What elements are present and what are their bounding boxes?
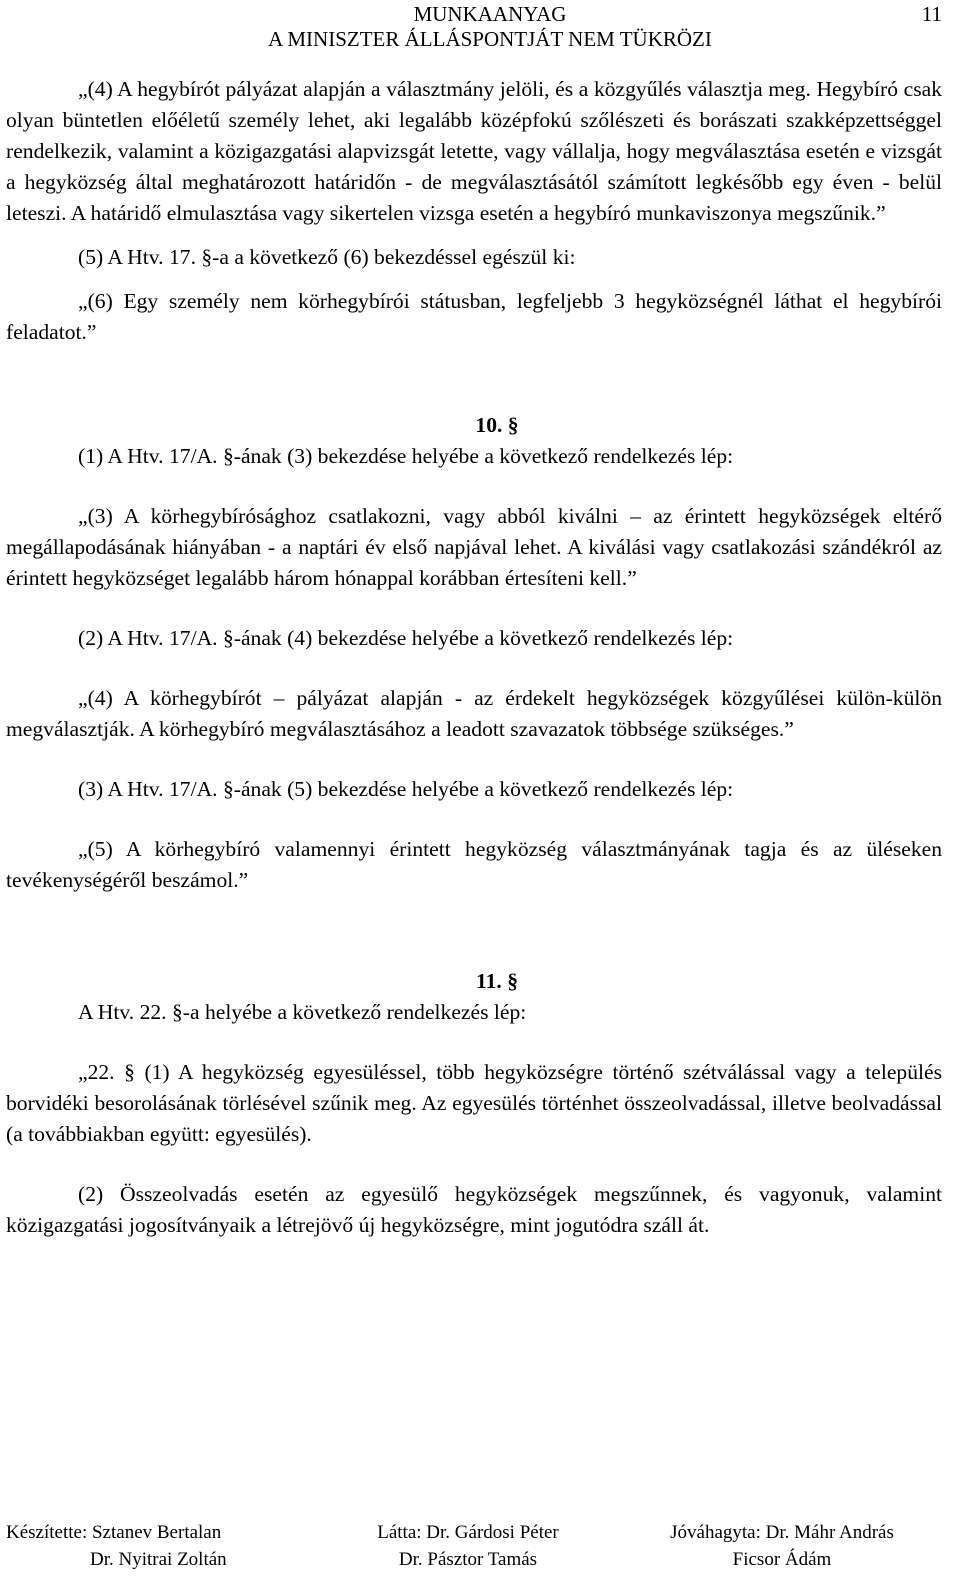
paragraph: (3) A Htv. 17/A. §-ának (5) bekezdése helyébe a következő rendelkezés lép:: [78, 777, 734, 801]
paragraph: „(3) A körhegybírósághoz csatlakozni, vagy abból kiválni – az érintett hegyközségek eltérő megállapodásának hiányában - a naptári év első napjával lehet. A kiválási vagy csatlakozási szándékról az érintett hegyközséget legalább három hónappal korábban értesíteni kell.”: [6, 504, 942, 590]
paragraph: (1) A Htv. 17/A. §-ának (3) bekezdése helyébe a következő rendelkezés lép:: [78, 444, 734, 468]
footer-seen: [328, 1519, 608, 1573]
paragraph: A Htv. 22. §-a helyébe a következő rendelkezés lép:: [78, 1000, 527, 1024]
paragraph: (2) A Htv. 17/A. §-ának (4) bekezdése helyébe a következő rendelkezés lép:: [78, 626, 734, 650]
footer-approved-sub: Ficsor Ádám: [732, 1549, 832, 1570]
header-draft-label: MUNKAANYAG: [413, 2, 567, 26]
document-body: [6, 74, 942, 1241]
page-number: 11: [921, 2, 942, 26]
footer-seen-sub: Dr. Pásztor Tamás: [398, 1549, 538, 1570]
paragraph: (5) A Htv. 17. §-a a következő (6) bekezdéssel egészül ki:: [78, 245, 576, 269]
header-disclaimer: A MINISZTER ÁLLÁSPONTJÁT NEM TÜKRÖZI: [268, 27, 712, 51]
footer-prepared-sub: Dr. Nyitrai Zoltán: [90, 1549, 227, 1570]
footer-approved-label: Jóváhagyta: Dr. Máhr András: [670, 1522, 894, 1543]
footer-prepared: [6, 1519, 266, 1573]
paragraph: (2) Összeolvadás esetén az egyesülő hegyközségek megszűnnek, és vagyonuk, valamint közigazgatási jogosítványaik a létrejövő új hegyközségre, mint jogutódra száll át.: [6, 1182, 942, 1237]
paragraph: „22. § (1) A hegyközség egyesüléssel, több hegyközségre történő szétválással vagy a település borvidéki besorolásának törlésével szűnik meg. Az egyesülés történhet összeolvadással, illetve beolvadással (a továbbiakban együtt: egyesülés).: [6, 1060, 942, 1146]
footer-seen-label: Látta: Dr. Gárdosi Péter: [377, 1522, 559, 1543]
paragraph: „(6) Egy személy nem körhegybírói státusban, legfeljebb 3 hegyközségnél láthat el hegybírói feladatot.”: [6, 289, 942, 344]
section-heading: 10. §: [475, 413, 519, 437]
page-footer: [0, 1519, 960, 1589]
section-heading: 11. §: [476, 969, 518, 993]
paragraph: „(4) A hegybírót pályázat alapján a választmány jelöli, és a közgyűlés választja meg. Hegybíró csak olyan büntetlen előéletű személy lehet, aki legalább középfokú szőlészeti és borászati szakképzettséggel rendelkezik, valamint a közigazgatási alapvizsgát letette, vagy vállalja, hogy megválasztása esetén e vizsgát a hegyközség által meghatározott határidőn - de megválasztásától számított legkésőbb egy éven - belül leteszi. A határidő elmulasztása vagy sikertelen vizsga esetén a hegybíró munkaviszonya megszűnik.”: [6, 77, 942, 225]
paragraph: „(5) A körhegybíró valamennyi érintett hegyközség választmányának tagja és az üléseken tevékenységéről beszámol.”: [6, 837, 942, 892]
paragraph: „(4) A körhegybírót – pályázat alapján - az érdekelt hegyközségek közgyűlései külön-külön megválasztják. A körhegybíró megválasztásához a leadott szavazatok többsége szükséges.”: [6, 686, 942, 741]
page-header: [0, 0, 960, 54]
footer-approved: [632, 1519, 932, 1573]
footer-prepared-label: Készítette: Sztanev Bertalan: [6, 1522, 222, 1543]
